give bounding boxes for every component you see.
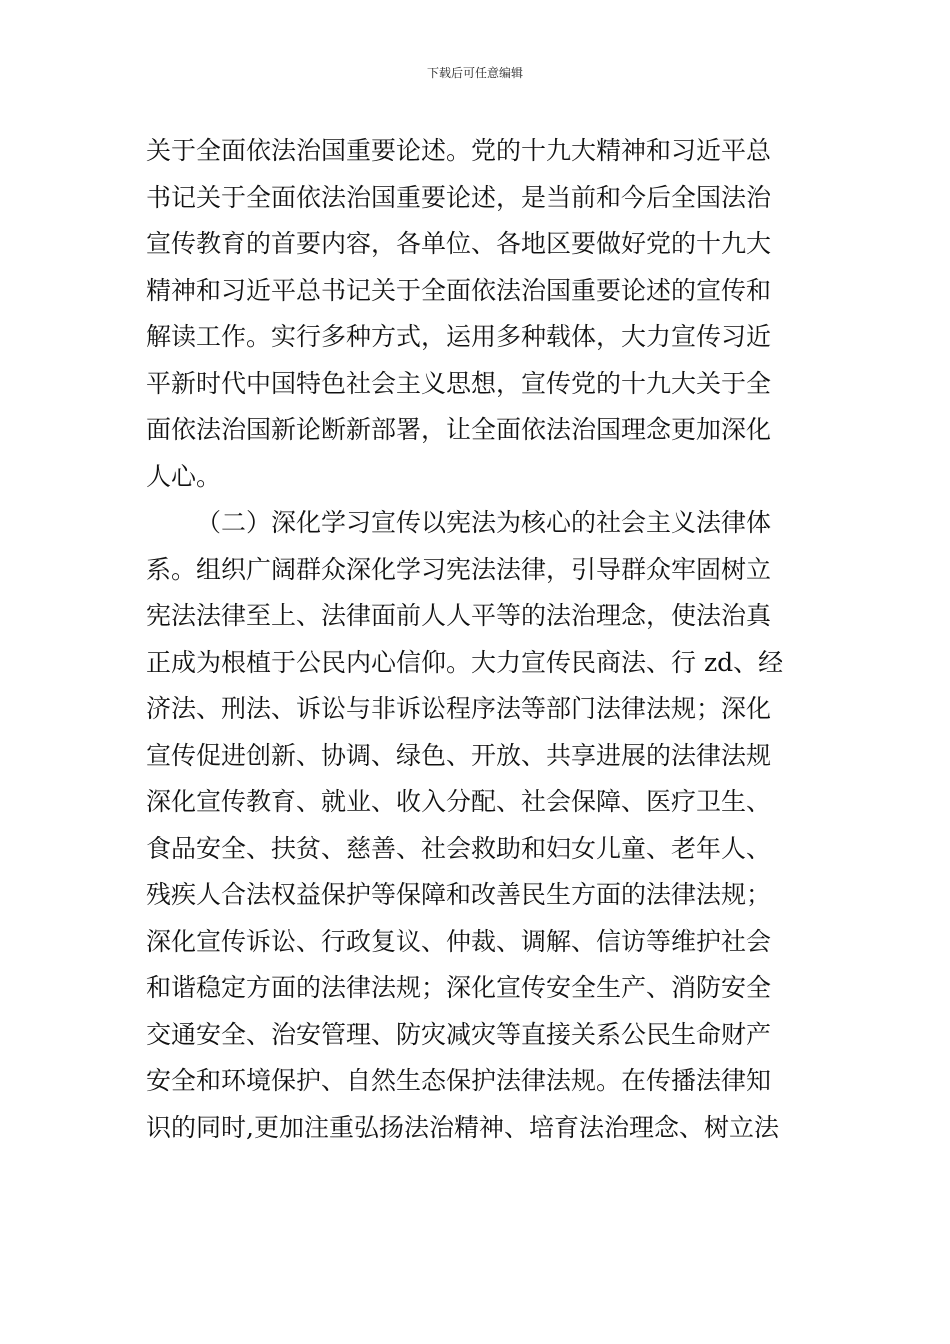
text-line: 和谐稳定方面的法律法规；深化宣传安全生产、消防安全 [146, 973, 772, 1002]
text-line: 书记关于全面依法治国重要论述，是当前和今后全国法治 [146, 182, 772, 212]
text-line: 安全和环境保护、自然生态保护法律法规。在传播法律知 [146, 1066, 772, 1095]
text-line: 平新时代中国特色社会主义思想，宣传党的十九大关于全 [146, 368, 772, 398]
page-header: 下载后可任意编辑 [426, 66, 523, 80]
text-line: 宣传促进创新、协调、绿色、开放、共享进展的法律法规 [146, 740, 772, 770]
text-line: 面依法治国新论断新部署，让全面依法治国理念更加深化 [146, 415, 772, 444]
text-line: 济法、刑法、诉讼与非诉讼程序法等部门法律法规；深化 [146, 694, 772, 723]
text-line: 深化宣传诉讼、行政复议、仲裁、调解、信访等维护社会 [146, 926, 772, 956]
text-line: 关于全面依法治国重要论述。党的十九大精神和习近平总 [146, 136, 772, 165]
text-line: 交通安全、治安管理、防灾减灾等直接关系公民生命财产 [146, 1019, 772, 1049]
text-line: 正成为根植于公民内心信仰。大力宣传民商法、行 zd、经 [146, 647, 784, 677]
text-line: 宪法法律至上、法律面前人人平等的法治理念，使法治真 [146, 601, 772, 630]
section-heading-line: （二）深化学习宣传以宪法为核心的社会主义法律体 [196, 508, 772, 537]
document-body [146, 128, 806, 1151]
text-line: 宣传教育的首要内容，各单位、各地区要做好党的十九大 [146, 229, 772, 258]
text-line: 残疾人合法权益保护等保障和改善民生方面的法律法规； [146, 880, 772, 909]
text-line: 识的同时,更加注重弘扬法治精神、培育法治理念、树立法 [146, 1112, 779, 1142]
text-line: 精神和习近平总书记关于全面依法治国重要论述的宣传和 [146, 275, 772, 305]
text-line: 深化宣传教育、就业、收入分配、社会保障、医疗卫生、 [146, 787, 772, 816]
text-line: 人心。 [146, 461, 222, 491]
text-line: 解读工作。实行多种方式，运用多种载体，大力宣传习近 [146, 322, 772, 351]
text-line: 食品安全、扶贫、慈善、社会救助和妇女儿童、老年人、 [146, 833, 772, 863]
text-line: 系。组织广阔群众深化学习宪法法律，引导群众牢固树立 [146, 554, 772, 584]
